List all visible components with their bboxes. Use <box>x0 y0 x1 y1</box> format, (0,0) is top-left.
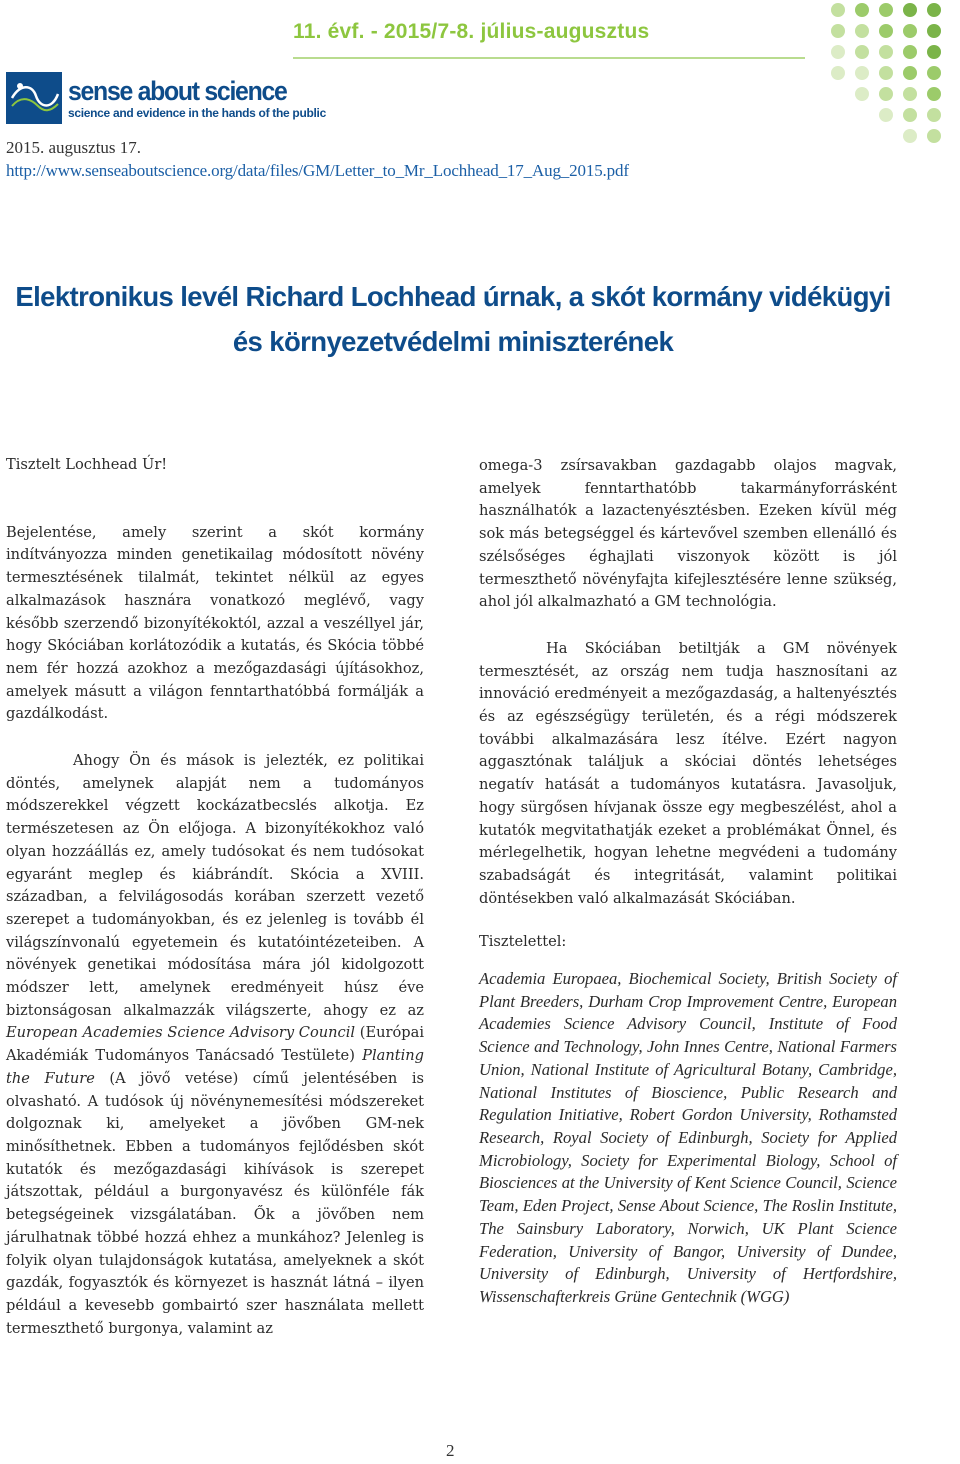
logo-tagline: science and evidence in the hands of the public <box>68 106 326 120</box>
salutation: Tisztelt Lochhead Úr! <box>6 456 168 473</box>
decorative-dot <box>855 66 869 80</box>
decorative-dot <box>927 129 941 143</box>
decorative-dot-pattern <box>820 0 960 160</box>
decorative-dot <box>903 87 917 101</box>
decorative-dot <box>831 3 845 17</box>
signatories-list: Academia Europaea, Biochemical Society, British Society of Plant Breeders, Durham Crop Improvement Centre, European Academies Science Advisory Council, Institute of Food Science and Technology, John Innes Centre, National Farmers Union, National Institute of Agricultural Botany, Cambridge, National Institutes of Bioscience, Public Research and Regulation Initiative, Robert Gordon University, Rothamsted Research, Royal Society of Edinburgh, Society for Applied Microbiology, Society for Experimental Biology, School of Biosciences at the University of Kent Science Council, Science Team, Eden Project, Sense About Science, The Roslin Institute, The Sainsbury Laboratory, Norwich, UK Plant Science Federation, University of Bangor, University of Dundee, University of Edinburgh, University of Hertfordshire, Wissenschafterkreis Grüne Gentechnik (WGG) <box>479 969 897 1306</box>
closing: Tisztelettel: <box>479 933 567 951</box>
header-divider <box>293 57 805 59</box>
decorative-dot <box>879 66 893 80</box>
decorative-dot <box>903 108 917 122</box>
article-title: Elektronikus levél Richard Lochhead úrnak, a skót kormány vidékügyi és környezetvédelmi miniszterének <box>15 281 891 357</box>
paragraph-2-italic-report: Planting the Future <box>6 1047 424 1087</box>
decorative-dot <box>831 66 845 80</box>
logo-mark <box>6 72 62 124</box>
decorative-dot <box>927 108 941 122</box>
paragraph-2-italic-easac: European Academies Science Advisory Council <box>6 1024 356 1042</box>
paragraph-2-text-b: (Európai Akadémiák Tudományos Tanácsadó Testülete) <box>6 1024 424 1065</box>
decorative-dot <box>831 45 845 59</box>
decorative-dot <box>903 129 917 143</box>
paragraph-2-text-c: (A jövő vetése) című jelentésében is olvasható. A tudósok új növénynemesítési módszereket dolgoznak ki, amelyeket a jövőben GM-nek minősíthetnek. Ebben a tudományos fejlődésben skót kutatók és mezőgazdasági kihívások is szerepet játszottak, például a burgonyavész és különféle fák betegségeinek vizsgálatában. Ők a jövőben nem járulhatnak többé hozzá ehhez a munkához? Jelenleg is folyik olyan tulajdonságok kutatása, amelyeknek a skót gazdák, fogyasztók és környezet is hasznát látná – ilyen például a kevesebb gombairtó szer használata mellett termeszthető burgonya, valamint az <box>6 1069 424 1337</box>
decorative-dot <box>855 45 869 59</box>
decorative-dot <box>879 24 893 38</box>
page-number: 2 <box>446 1441 455 1460</box>
source-url-link[interactable]: http://www.senseaboutscience.org/data/files/GM/Letter_to_Mr_Lochhead_17_Aug_2015.pdf <box>6 161 629 180</box>
decorative-dot <box>903 66 917 80</box>
right-column <box>479 455 897 1309</box>
decorative-dot <box>855 3 869 17</box>
sense-about-science-logo <box>6 72 326 132</box>
logo-wordmark: sense about science <box>68 76 287 106</box>
decorative-dot <box>879 108 893 122</box>
decorative-dot <box>855 24 869 38</box>
paragraph-2 <box>6 750 424 1340</box>
decorative-dot <box>903 3 917 17</box>
decorative-dot <box>855 87 869 101</box>
left-column <box>6 454 424 1340</box>
paragraph-3: omega-3 zsírsavakban gazdagabb olajos magvak, amelyek fenntarthatóbb takarmányforrásként használhatók a lazactenyésztésben. Ezeken kívül még sok más betegséggel és kártevővel szemben ellenálló és szélsőséges éghajlati viszonyok között is jól termeszthető növényfajta kifejlesztésére lenne szükség, ahol jól alkalmazható a GM technológia. <box>479 457 897 611</box>
issue-header: 11. évf. - 2015/7-8. július-augusztus <box>293 20 650 43</box>
decorative-dot <box>927 87 941 101</box>
decorative-dot <box>927 66 941 80</box>
decorative-dot <box>903 45 917 59</box>
decorative-dot <box>927 45 941 59</box>
paragraph-2-text-a: Ahogy Ön és mások is jelezték, ez politikai döntés, amelynek alapját nem a tudományos módszerekkel végzett kockázatbecslés alkotja. Ez természetesen az Ön előjoga. A bizonyítékokhoz való olyan hozzáállás ez, amely tudósokat és nem tudósokat egyaránt meglep és kiábrándít. Skócia a XVIII. században, a felvilágosodás korában szerzett vezető szerepet a tudományokban, és ez jelenleg is tovább él világszínvonalú egyetemein és kutatóintézeteiben. A növények genetikai módosítása mára jól kidolgozott módszer lett, amelynek eredményeit húsz éve biztonságosan alkalmazzák világszerte, ahogy ez az <box>6 752 424 1019</box>
decorative-dot <box>927 24 941 38</box>
decorative-dot <box>927 3 941 17</box>
decorative-dot <box>831 24 845 38</box>
source-date: 2015. augusztus 17. <box>6 138 142 157</box>
decorative-dot <box>879 45 893 59</box>
paragraph-1: Bejelentése, amely szerint a skót kormány indítványozza minden genetikailag módosított növény termesztésének tilalmát, tekintet nélkül az egyes alkalmazások hasznára vonatkozó meglévő, vagy később szerzendő bizonyítékoktól, azzal a veszéllyel jár, hogy Skóciában korlátozódik a kutatás, és Skócia többé nem fér hozzá azokhoz a mezőgazdasági újításokhoz, amelyek másutt a világon fenntarthatóbbá formálják a gazdálkodást. <box>6 523 424 723</box>
decorative-dot <box>903 24 917 38</box>
decorative-dot <box>879 87 893 101</box>
decorative-dot <box>879 3 893 17</box>
paragraph-4: Ha Skóciában betiltják a GM növények termesztését, az ország nem tudja hasznosítani az innováció eredményeit a mezőgazdaság, a haltenyésztés és az egészségügy területén, és a régi módszerek további alkalmazására lesz ítélve. Ezért nagyon aggasztónak találjuk a skóciai döntés lehetséges negatív hatását a tudományos kutatásra. Javasoljuk, hogy sürgősen hívjanak össze egy megbeszélést, ahol a kutatók megvitathatják ezeket a problémákat Önnel, és mérlegelhetik, hogyan lehetne megvédeni a tudomány szabadságát és integritását, valamint politikai döntésekben való alkalmazását Skóciában. <box>479 639 897 907</box>
